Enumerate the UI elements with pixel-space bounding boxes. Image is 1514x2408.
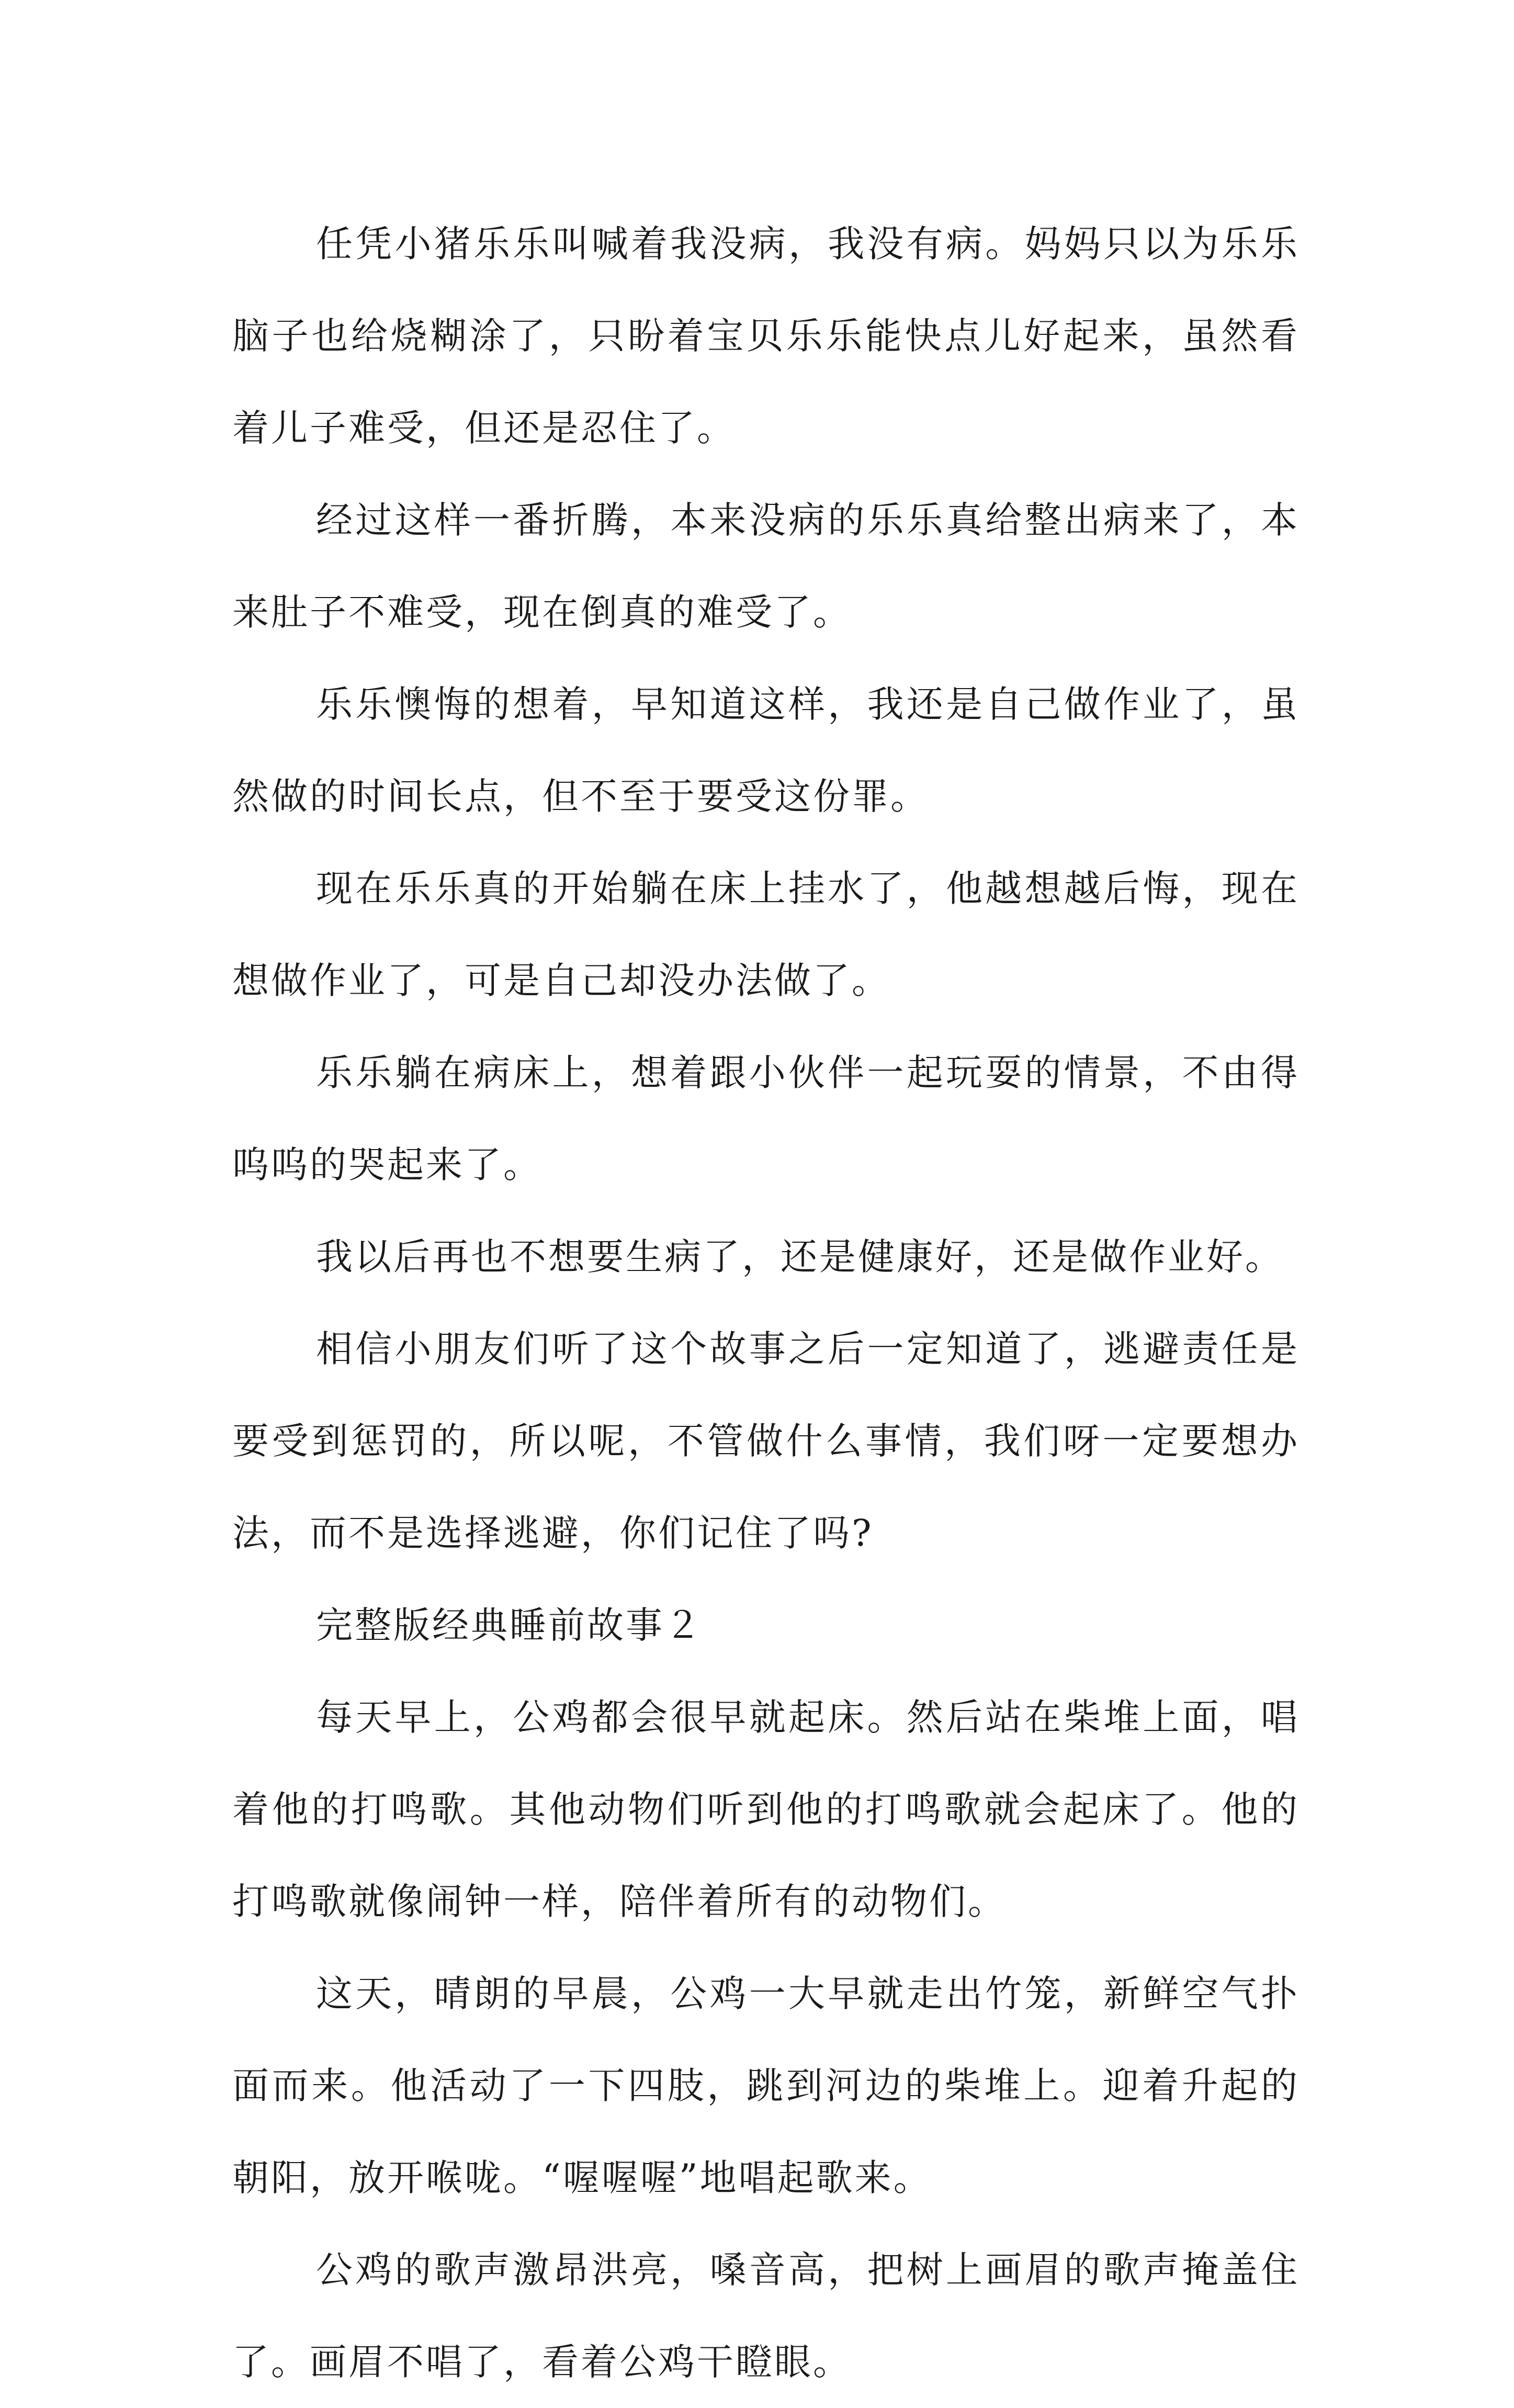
paragraph: 经过这样一番折腾，本来没病的乐乐真给整出病来了，本来肚子不难受，现在倒真的难受了。 xyxy=(232,499,1300,634)
paragraph: 现在乐乐真的开始躺在床上挂水了，他越想越后悔，现在想做作业了，可是自己却没办法做了。 xyxy=(232,867,1300,1002)
paragraph: 相信小朋友们听了这个故事之后一定知道了，逃避责任是要受到惩罚的，所以呢，不管做什么事情，我们呀一定要想办法，而不是选择逃避，你们记住了吗? xyxy=(232,1327,1300,1555)
paragraph: 乐乐躺在病床上，想着跟小伙伴一起玩耍的情景，不由得呜呜的哭起来了。 xyxy=(232,1051,1300,1186)
paragraph: 公鸡的歌声激昂洪亮，嗓音高，把树上画眉的歌声掩盖住了。画眉不唱了，看着公鸡干瞪眼。 xyxy=(232,2248,1300,2383)
paragraph: 乐乐懊悔的想着，早知道这样，我还是自己做作业了，虽然做的时间长点，但不至于要受这份罪。 xyxy=(232,683,1300,818)
paragraph: 这天，晴朗的早晨，公鸡一大早就走出竹笼，新鲜空气扑面而来。他活动了一下四肢，跳到河边的柴堆上。迎着升起的朝阳，放开喉咙。“喔喔喔”地唱起歌来。 xyxy=(232,1972,1300,2199)
paragraph: 每天早上，公鸡都会很早就起床。然后站在柴堆上面，唱着他的打鸣歌。其他动物们听到他的打鸣歌就会起床了。他的打鸣歌就像闹钟一样，陪伴着所有的动物们。 xyxy=(232,1696,1300,1923)
paragraph: 任凭小猪乐乐叫喊着我没病，我没有病。妈妈只以为乐乐脑子也给烧糊涂了，只盼着宝贝乐乐能快点儿好起来，虽然看着儿子难受，但还是忍住了。 xyxy=(232,222,1300,449)
paragraph: 我以后再也不想要生病了，还是健康好，还是做作业好。 xyxy=(316,1235,1284,1278)
section-heading: 完整版经典睡前故事２ xyxy=(316,1604,703,1647)
body-text xyxy=(232,198,1300,2408)
